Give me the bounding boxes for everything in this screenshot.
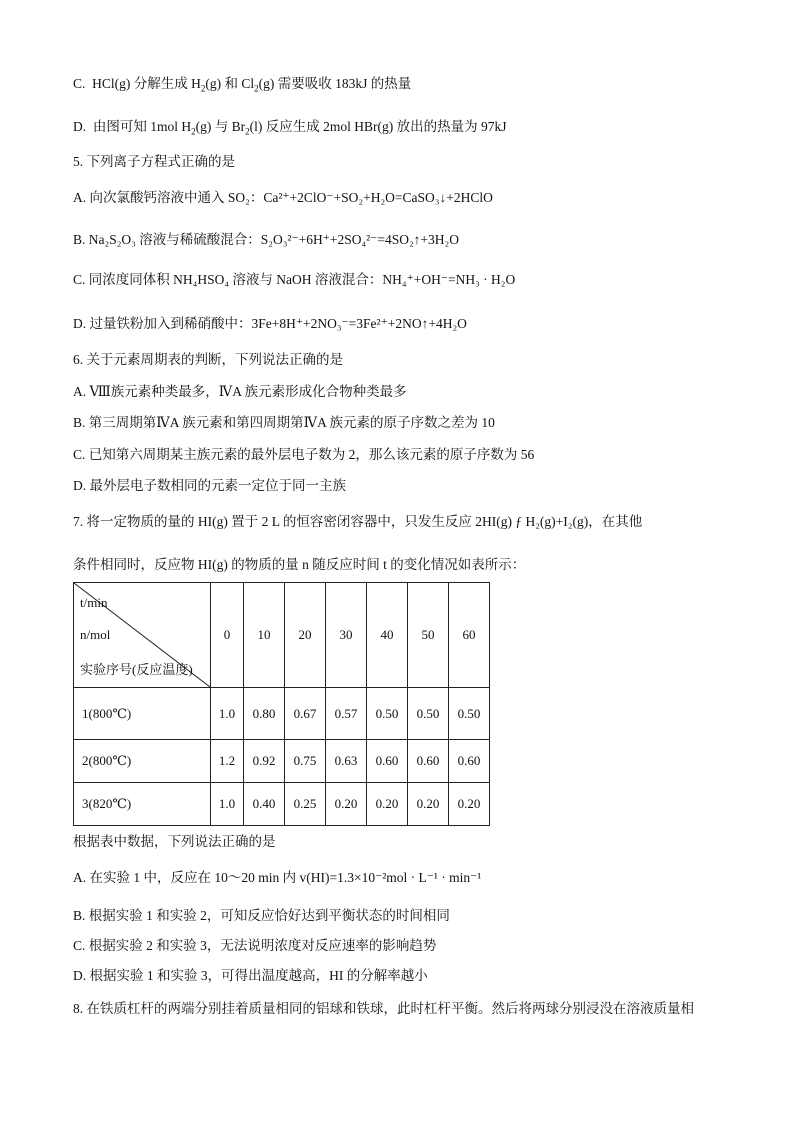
q5-option-c: C. 同浓度同体积 NH₄HSO₄ 溶液与 NaOH 溶液混合：NH₄⁺+OH⁻=NH₃ · H₂O bbox=[73, 272, 516, 287]
table-cell: 0.20 bbox=[408, 783, 449, 826]
q6-option-c: C. 已知第六周期某主族元素的最外层电子数为 2，那么该元素的原子序数为 56 bbox=[73, 447, 535, 462]
q7-option-d: D. 根据实验 1 和实验 3，可得出温度越高，HI 的分解率越小 bbox=[73, 968, 428, 983]
subscript: 2 bbox=[191, 126, 196, 137]
subscript: 2 bbox=[254, 83, 259, 94]
table-header-row bbox=[74, 583, 490, 688]
q8-stem: 8. 在铁质杠杆的两端分别挂着质量相同的铝球和铁球，此时杠杆平衡。然后将两球分别浸没在溶液质量相 bbox=[73, 1001, 694, 1016]
table-cell: 0.50 bbox=[449, 688, 490, 740]
header-time-cell: 40 bbox=[367, 583, 408, 688]
table-cell: 0.50 bbox=[408, 688, 449, 740]
table-row bbox=[74, 688, 490, 740]
header-time-cell: 60 bbox=[449, 583, 490, 688]
row-label: 2(800℃) bbox=[74, 740, 211, 783]
header-experiment-label: 实验序号(反应温度) bbox=[80, 662, 193, 677]
table-cell: 0.20 bbox=[367, 783, 408, 826]
q4-option-d bbox=[73, 115, 507, 135]
q6-option-a: A. Ⅷ族元素种类最多，ⅣA 族元素形成化合物种类最多 bbox=[73, 384, 407, 399]
q5-stem: 5. 下列离子方程式正确的是 bbox=[73, 154, 235, 169]
q7-option-a: A. 在实验 1 中，反应在 10～20 min 内 v(HI)=1.3×10⁻²mol · L⁻¹ · min⁻¹ bbox=[73, 870, 482, 885]
table-cell: 1.0 bbox=[211, 688, 244, 740]
q5-option-a: A. 向次氯酸钙溶液中通入 SO₂：Ca²⁺+2ClO⁻+SO₂+H₂O=CaSO₃↓+2HClO bbox=[73, 190, 493, 205]
table-cell: 0.60 bbox=[449, 740, 490, 783]
table-cell: 1.0 bbox=[211, 783, 244, 826]
header-time-cell: 0 bbox=[211, 583, 244, 688]
table-row bbox=[74, 783, 490, 826]
table-cell: 0.25 bbox=[285, 783, 326, 826]
table-cell: 1.2 bbox=[211, 740, 244, 783]
q7-after-table: 根据表中数据，下列说法正确的是 bbox=[73, 834, 276, 849]
table-cell: 0.57 bbox=[326, 688, 367, 740]
option-label: C. bbox=[73, 76, 86, 91]
q6-option-d: D. 最外层电子数相同的元素一定位于同一主族 bbox=[73, 478, 346, 493]
text: (g) 与 Br bbox=[195, 119, 246, 134]
q6-option-b: B. 第三周期第ⅣA 族元素和第四周期第ⅣA 族元素的原子序数之差为 10 bbox=[73, 415, 495, 430]
table-cell: 0.75 bbox=[285, 740, 326, 783]
q5-option-d: D. 过量铁粉加入到稀硝酸中：3Fe+8H⁺+2NO₃⁻=3Fe²⁺+2NO↑+4H₂O bbox=[73, 316, 467, 331]
table-cell: 0.80 bbox=[244, 688, 285, 740]
row-label: 3(820℃) bbox=[74, 783, 211, 826]
q7-data-table bbox=[73, 582, 490, 826]
subscript: 2 bbox=[245, 126, 250, 137]
text: 由图可知 1mol H bbox=[92, 119, 192, 134]
q6-stem: 6. 关于元素周期表的判断，下列说法正确的是 bbox=[73, 352, 343, 367]
table-cell: 0.40 bbox=[244, 783, 285, 826]
text: (g) 和 Cl bbox=[205, 76, 255, 91]
text: (g) 需要吸收 183kJ 的热量 bbox=[258, 76, 412, 91]
table-cell: 0.20 bbox=[449, 783, 490, 826]
text: HCl bbox=[92, 76, 115, 91]
header-amount-label: n/mol bbox=[80, 627, 111, 642]
q4-option-c bbox=[73, 72, 411, 92]
table-cell: 0.20 bbox=[326, 783, 367, 826]
q7-stem-line1: 7. 将一定物质的量的 HI(g) 置于 2 L 的恒容密闭容器中，只发生反应 2HI(g) ƒ H₂(g)+I₂(g)，在其他 bbox=[73, 514, 643, 529]
header-time-cell: 50 bbox=[408, 583, 449, 688]
text: (g) 分解生成 H bbox=[114, 76, 201, 91]
q7-option-b: B. 根据实验 1 和实验 2，可知反应恰好达到平衡状态的时间相同 bbox=[73, 908, 450, 923]
q7-option-c: C. 根据实验 2 和实验 3，无法说明浓度对反应速率的影响趋势 bbox=[73, 938, 437, 953]
q5-option-b: B. Na₂S₂O₃ 溶液与稀硫酸混合：S₂O₃²⁻+6H⁺+2SO₄²⁻=4SO₂↑+3H₂O bbox=[73, 232, 459, 247]
header-time-label: t/min bbox=[80, 595, 108, 610]
header-time-cell: 10 bbox=[244, 583, 285, 688]
q7-stem-line2: 条件相同时，反应物 HI(g) 的物质的量 n 随反应时间 t 的变化情况如表所示： bbox=[73, 557, 526, 572]
table-cell: 0.50 bbox=[367, 688, 408, 740]
text: (l) 反应生成 2mol HBr(g) 放出的热量为 97kJ bbox=[249, 119, 507, 134]
row-label: 1(800℃) bbox=[74, 688, 211, 740]
header-time-cell: 20 bbox=[285, 583, 326, 688]
table-cell: 0.60 bbox=[408, 740, 449, 783]
table-diagonal-header-cell bbox=[74, 583, 211, 688]
table-cell: 0.67 bbox=[285, 688, 326, 740]
header-time-cell: 30 bbox=[326, 583, 367, 688]
table-cell: 0.92 bbox=[244, 740, 285, 783]
table-row bbox=[74, 740, 490, 783]
option-label: D. bbox=[73, 119, 87, 134]
table-cell: 0.60 bbox=[367, 740, 408, 783]
table-cell: 0.63 bbox=[326, 740, 367, 783]
subscript: 2 bbox=[200, 83, 206, 94]
